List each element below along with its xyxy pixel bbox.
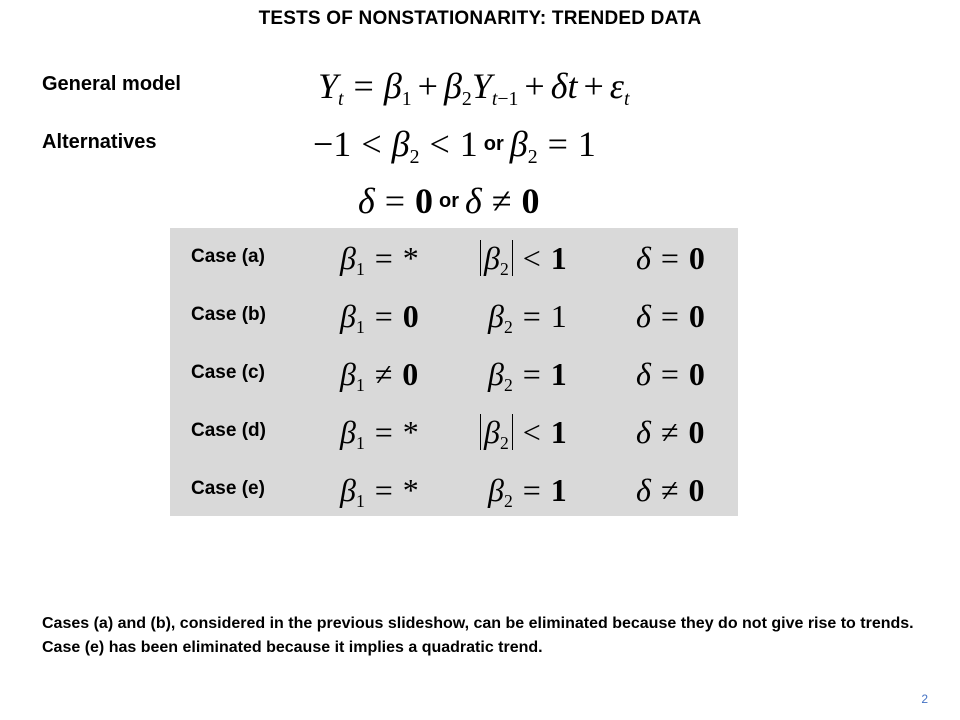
case-c-delta: δ = 0 (636, 356, 705, 392)
case-a-delta: δ = 0 (636, 240, 705, 276)
case-e-label: Case (e) (191, 478, 265, 499)
slide-number: 2 (921, 692, 928, 706)
case-d-beta1: $\beta_1$ = * (340, 414, 419, 454)
case-a-beta1: $\beta_1$ = * (340, 240, 419, 280)
case-c-label: Case (c) (191, 362, 265, 383)
case-e-beta1: $\beta_1$ = * (340, 472, 419, 512)
general-model-label: General model (42, 73, 181, 95)
case-a-beta2: $\beta_2 < 1$ (480, 242, 567, 274)
case-b-beta2: $\beta_2 = 1$ (488, 298, 567, 338)
alternatives-label: Alternatives (42, 131, 157, 153)
case-b-delta: δ = 0 (636, 298, 705, 334)
case-e-beta2: $\beta_2 = 1$ (488, 472, 567, 512)
footer-note: Cases (a) and (b), considered in the previous slideshow, can be eliminated because they do not give rise to trends. Case (e) has been eliminated because it implies a quadratic trend. (42, 615, 914, 656)
case-d-delta: δ ≠ 0 (636, 414, 705, 450)
slide-title: TESTS OF NONSTATIONARITY: TRENDED DATA (258, 8, 702, 29)
alternatives-beta2-condition: $-1 < \beta_2 < 1$ or $\beta_2 = 1$ (313, 124, 596, 168)
alternatives-delta-condition: δ = 0 or δ ≠ 0 (358, 181, 540, 221)
case-d-beta2: $\beta_2 < 1$ (480, 416, 567, 448)
case-e-delta: δ ≠ 0 (636, 472, 705, 508)
or-word-1: or (483, 133, 504, 155)
case-b-beta1: $\beta_1 = 0$ (340, 298, 419, 338)
or-word-2: or (439, 190, 460, 212)
case-c-beta1: $\beta_1 \ne 0$ (340, 356, 419, 396)
case-d-label: Case (d) (191, 420, 266, 441)
case-c-beta2: $\beta_2 = 1$ (488, 356, 567, 396)
case-b-label: Case (b) (191, 304, 266, 325)
case-a-label: Case (a) (191, 246, 265, 267)
general-model-equation: $Y_t = \beta_1 + \beta_2Y_{t-1} + \delta t + \varepsilon_t$ (318, 66, 630, 110)
